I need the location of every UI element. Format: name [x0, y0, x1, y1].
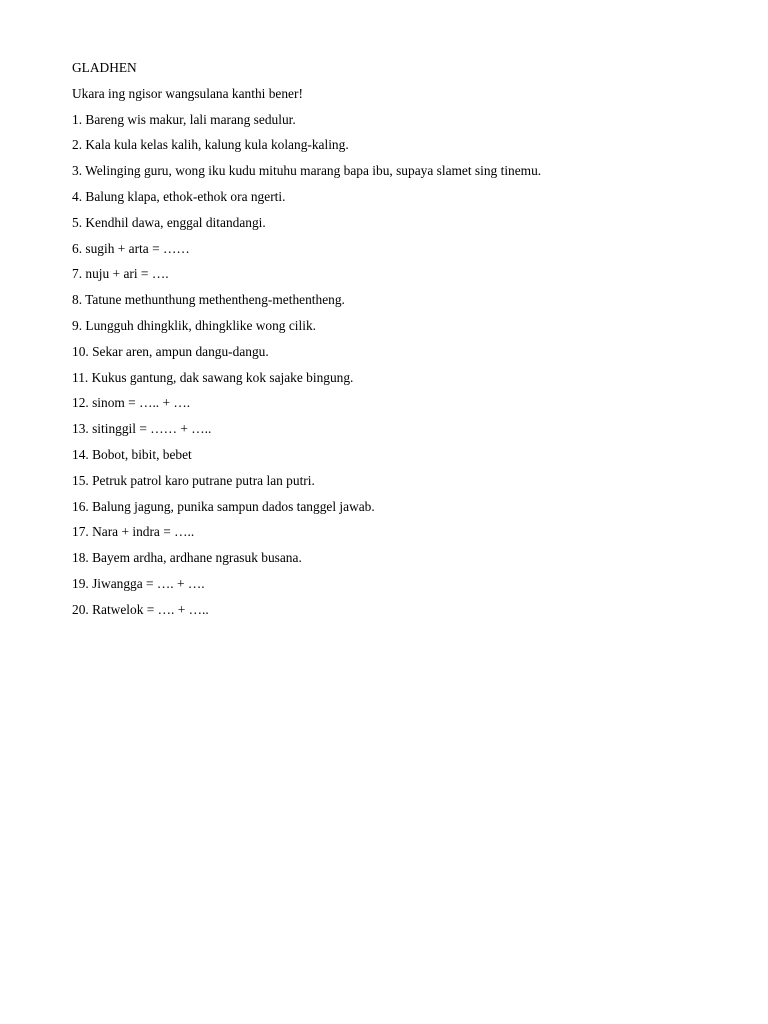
exercise-item-9: 9. Lungguh dhingklik, dhingklike wong cilik. — [72, 317, 316, 333]
exercise-item-15: 15. Petruk patrol karo putrane putra lan putri. — [72, 472, 315, 488]
exercise-item-5: 5. Kendhil dawa, enggal ditandangi. — [72, 214, 266, 230]
exercise-item-6: 6. sugih + arta = …… — [72, 240, 190, 256]
document-page — [72, 58, 712, 626]
exercise-item-17: 17. Nara + indra = ….. — [72, 524, 195, 540]
exercise-item-8: 8. Tatune methunthung methentheng-methentheng. — [72, 292, 345, 308]
exercise-item-1: 1. Bareng wis makur, lali marang sedulur. — [72, 111, 296, 127]
exercise-item-14: 14. Bobot, bibit, bebet — [72, 446, 192, 462]
exercise-item-19: 19. Jiwangga = …. + …. — [72, 575, 205, 591]
exercise-item-2: 2. Kala kula kelas kalih, kalung kula kolang-kaling. — [72, 137, 349, 153]
document-heading: GLADHEN — [72, 60, 137, 75]
document-instruction: Ukara ing ngisor wangsulana kanthi bener! — [72, 85, 303, 101]
exercise-item-11: 11. Kukus gantung, dak sawang kok sajake bingung. — [72, 369, 354, 385]
exercise-item-4: 4. Balung klapa, ethok-ethok ora ngerti. — [72, 188, 286, 204]
exercise-item-7: 7. nuju + ari = …. — [72, 266, 169, 282]
exercise-item-18: 18. Bayem ardha, ardhane ngrasuk busana. — [72, 550, 302, 566]
exercise-item-10: 10. Sekar aren, ampun dangu-dangu. — [72, 343, 269, 359]
exercise-item-20: 20. Ratwelok = …. + ….. — [72, 601, 209, 617]
exercise-item-16: 16. Balung jagung, punika sampun dados tanggel jawab. — [72, 498, 375, 514]
exercise-item-13: 13. sitinggil = …… + ….. — [72, 421, 212, 437]
exercise-item-3: 3. Welinging guru, wong iku kudu mituhu marang bapa ibu, supaya slamet sing tinemu. — [72, 163, 542, 179]
exercise-item-12: 12. sinom = ….. + …. — [72, 395, 191, 411]
